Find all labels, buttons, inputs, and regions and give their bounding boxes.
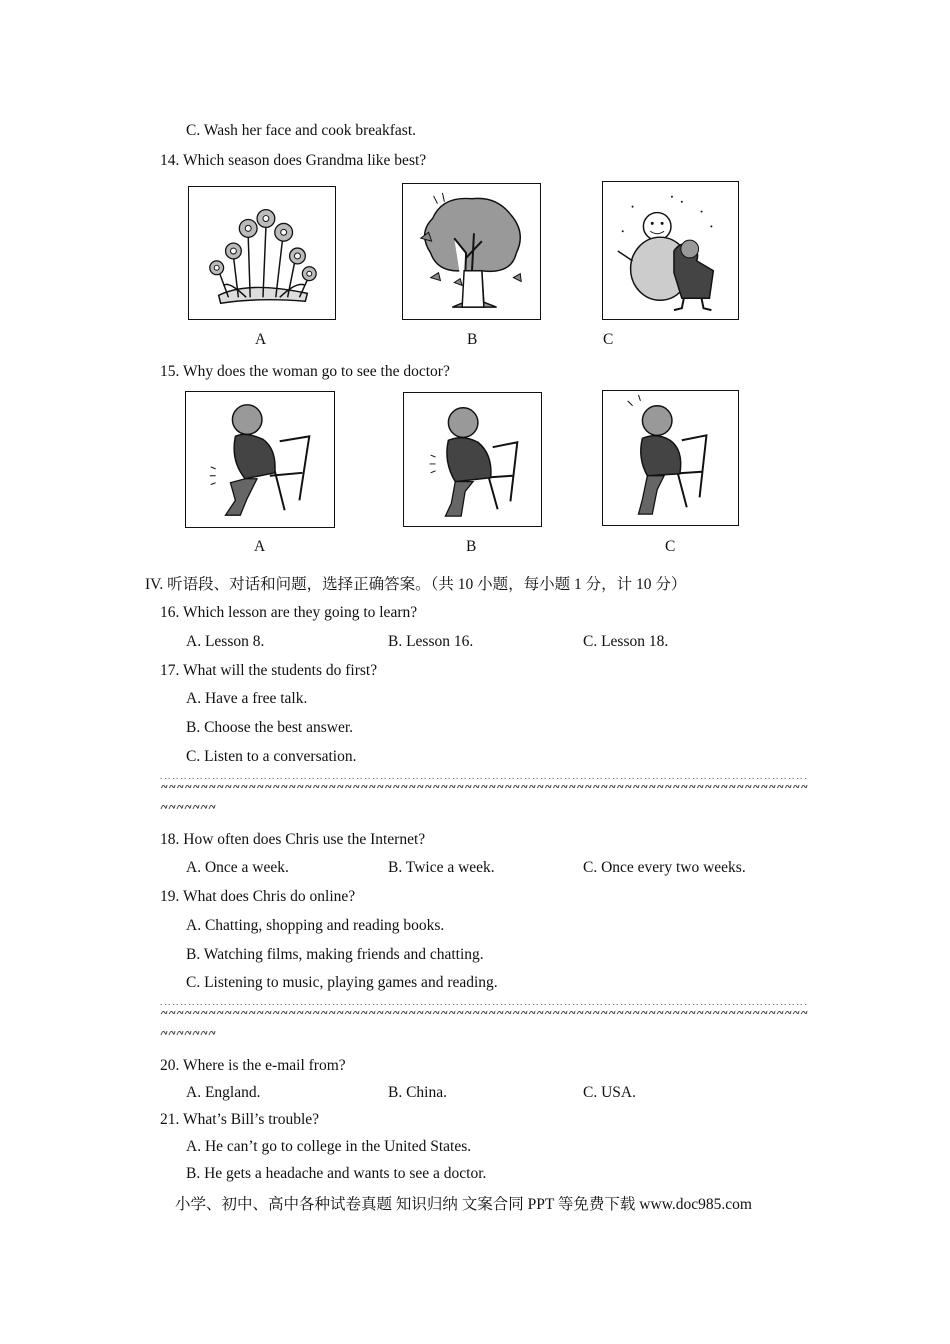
q20-option-b: B. China. — [388, 1084, 447, 1101]
q20-question: 20. Where is the e-mail from? — [160, 1057, 346, 1074]
q18-option-c: C. Once every two weeks. — [583, 859, 746, 876]
q18-option-a: A. Once a week. — [186, 859, 289, 876]
q17-question: 17. What will the students do first? — [160, 662, 378, 679]
q17-option-a: A. Have a free talk. — [186, 690, 308, 707]
q14-label-a: A — [255, 331, 267, 348]
q21-option-b: B. He gets a headache and wants to see a doctor. — [186, 1165, 487, 1182]
q15-question: 15. Why does the woman go to see the doctor? — [160, 363, 450, 380]
q15-label-c: C — [665, 538, 676, 555]
q19-option-a: A. Chatting, shopping and reading books. — [186, 917, 445, 934]
q16-option-c: C. Lesson 18. — [583, 633, 669, 650]
q14-picture-b[interactable] — [402, 183, 541, 320]
stomach-ache-picture-icon — [404, 393, 541, 526]
q19-option-b: B. Watching films, making friends and chatting. — [186, 946, 484, 963]
q13-option-c: C. Wash her face and cook breakfast. — [186, 122, 417, 139]
q19-question: 19. What does Chris do online? — [160, 888, 356, 905]
q15-picture-b[interactable] — [403, 392, 542, 527]
q18-option-b: B. Twice a week. — [388, 859, 495, 876]
q21-question: 21. What’s Bill’s trouble? — [160, 1111, 320, 1128]
q14-question: 14. Which season does Grandma like best? — [160, 152, 427, 169]
q14-picture-a[interactable] — [188, 186, 336, 320]
q15-picture-a[interactable] — [185, 391, 335, 528]
q14-picture-c[interactable] — [602, 181, 739, 320]
flowers-picture-icon — [189, 187, 335, 319]
q18-question: 18. How often does Chris use the Internet? — [160, 831, 426, 848]
q17-option-b: B. Choose the best answer. — [186, 719, 354, 736]
wave-divider-icon — [160, 772, 810, 812]
knee-pain-picture-icon — [186, 392, 334, 527]
q14-label-b: B — [467, 331, 478, 348]
section-title: IV. 听语段、对话和问题，选择正确答案。（共 10 小题，每小题 1 分，计 10 分） — [145, 576, 687, 593]
q16-option-a: A. Lesson 8. — [186, 633, 265, 650]
q16-question: 16. Which lesson are they going to learn? — [160, 604, 418, 621]
q21-option-a: A. He can’t go to college in the United States. — [186, 1138, 472, 1155]
q17-option-c: C. Listen to a conversation. — [186, 748, 357, 765]
divider-wave — [160, 998, 810, 1049]
snowman-picture-icon — [603, 182, 738, 319]
q19-option-c: C. Listening to music, playing games and reading. — [186, 974, 498, 991]
q16-option-b: B. Lesson 16. — [388, 633, 474, 650]
divider-wave — [160, 772, 810, 823]
autumn-tree-picture-icon — [403, 184, 540, 319]
q20-option-a: A. England. — [186, 1084, 261, 1101]
wave-divider-icon — [160, 998, 810, 1038]
q15-picture-c[interactable] — [602, 390, 739, 526]
q14-label-c: C — [603, 331, 614, 348]
headache-picture-icon — [603, 391, 738, 525]
q15-label-b: B — [466, 538, 477, 555]
page-footer: 小学、初中、高中各种试卷真题 知识归纳 文案合同 PPT 等免费下载 www.doc985.com — [175, 1196, 752, 1213]
q15-label-a: A — [254, 538, 266, 555]
q20-option-c: C. USA. — [583, 1084, 636, 1101]
